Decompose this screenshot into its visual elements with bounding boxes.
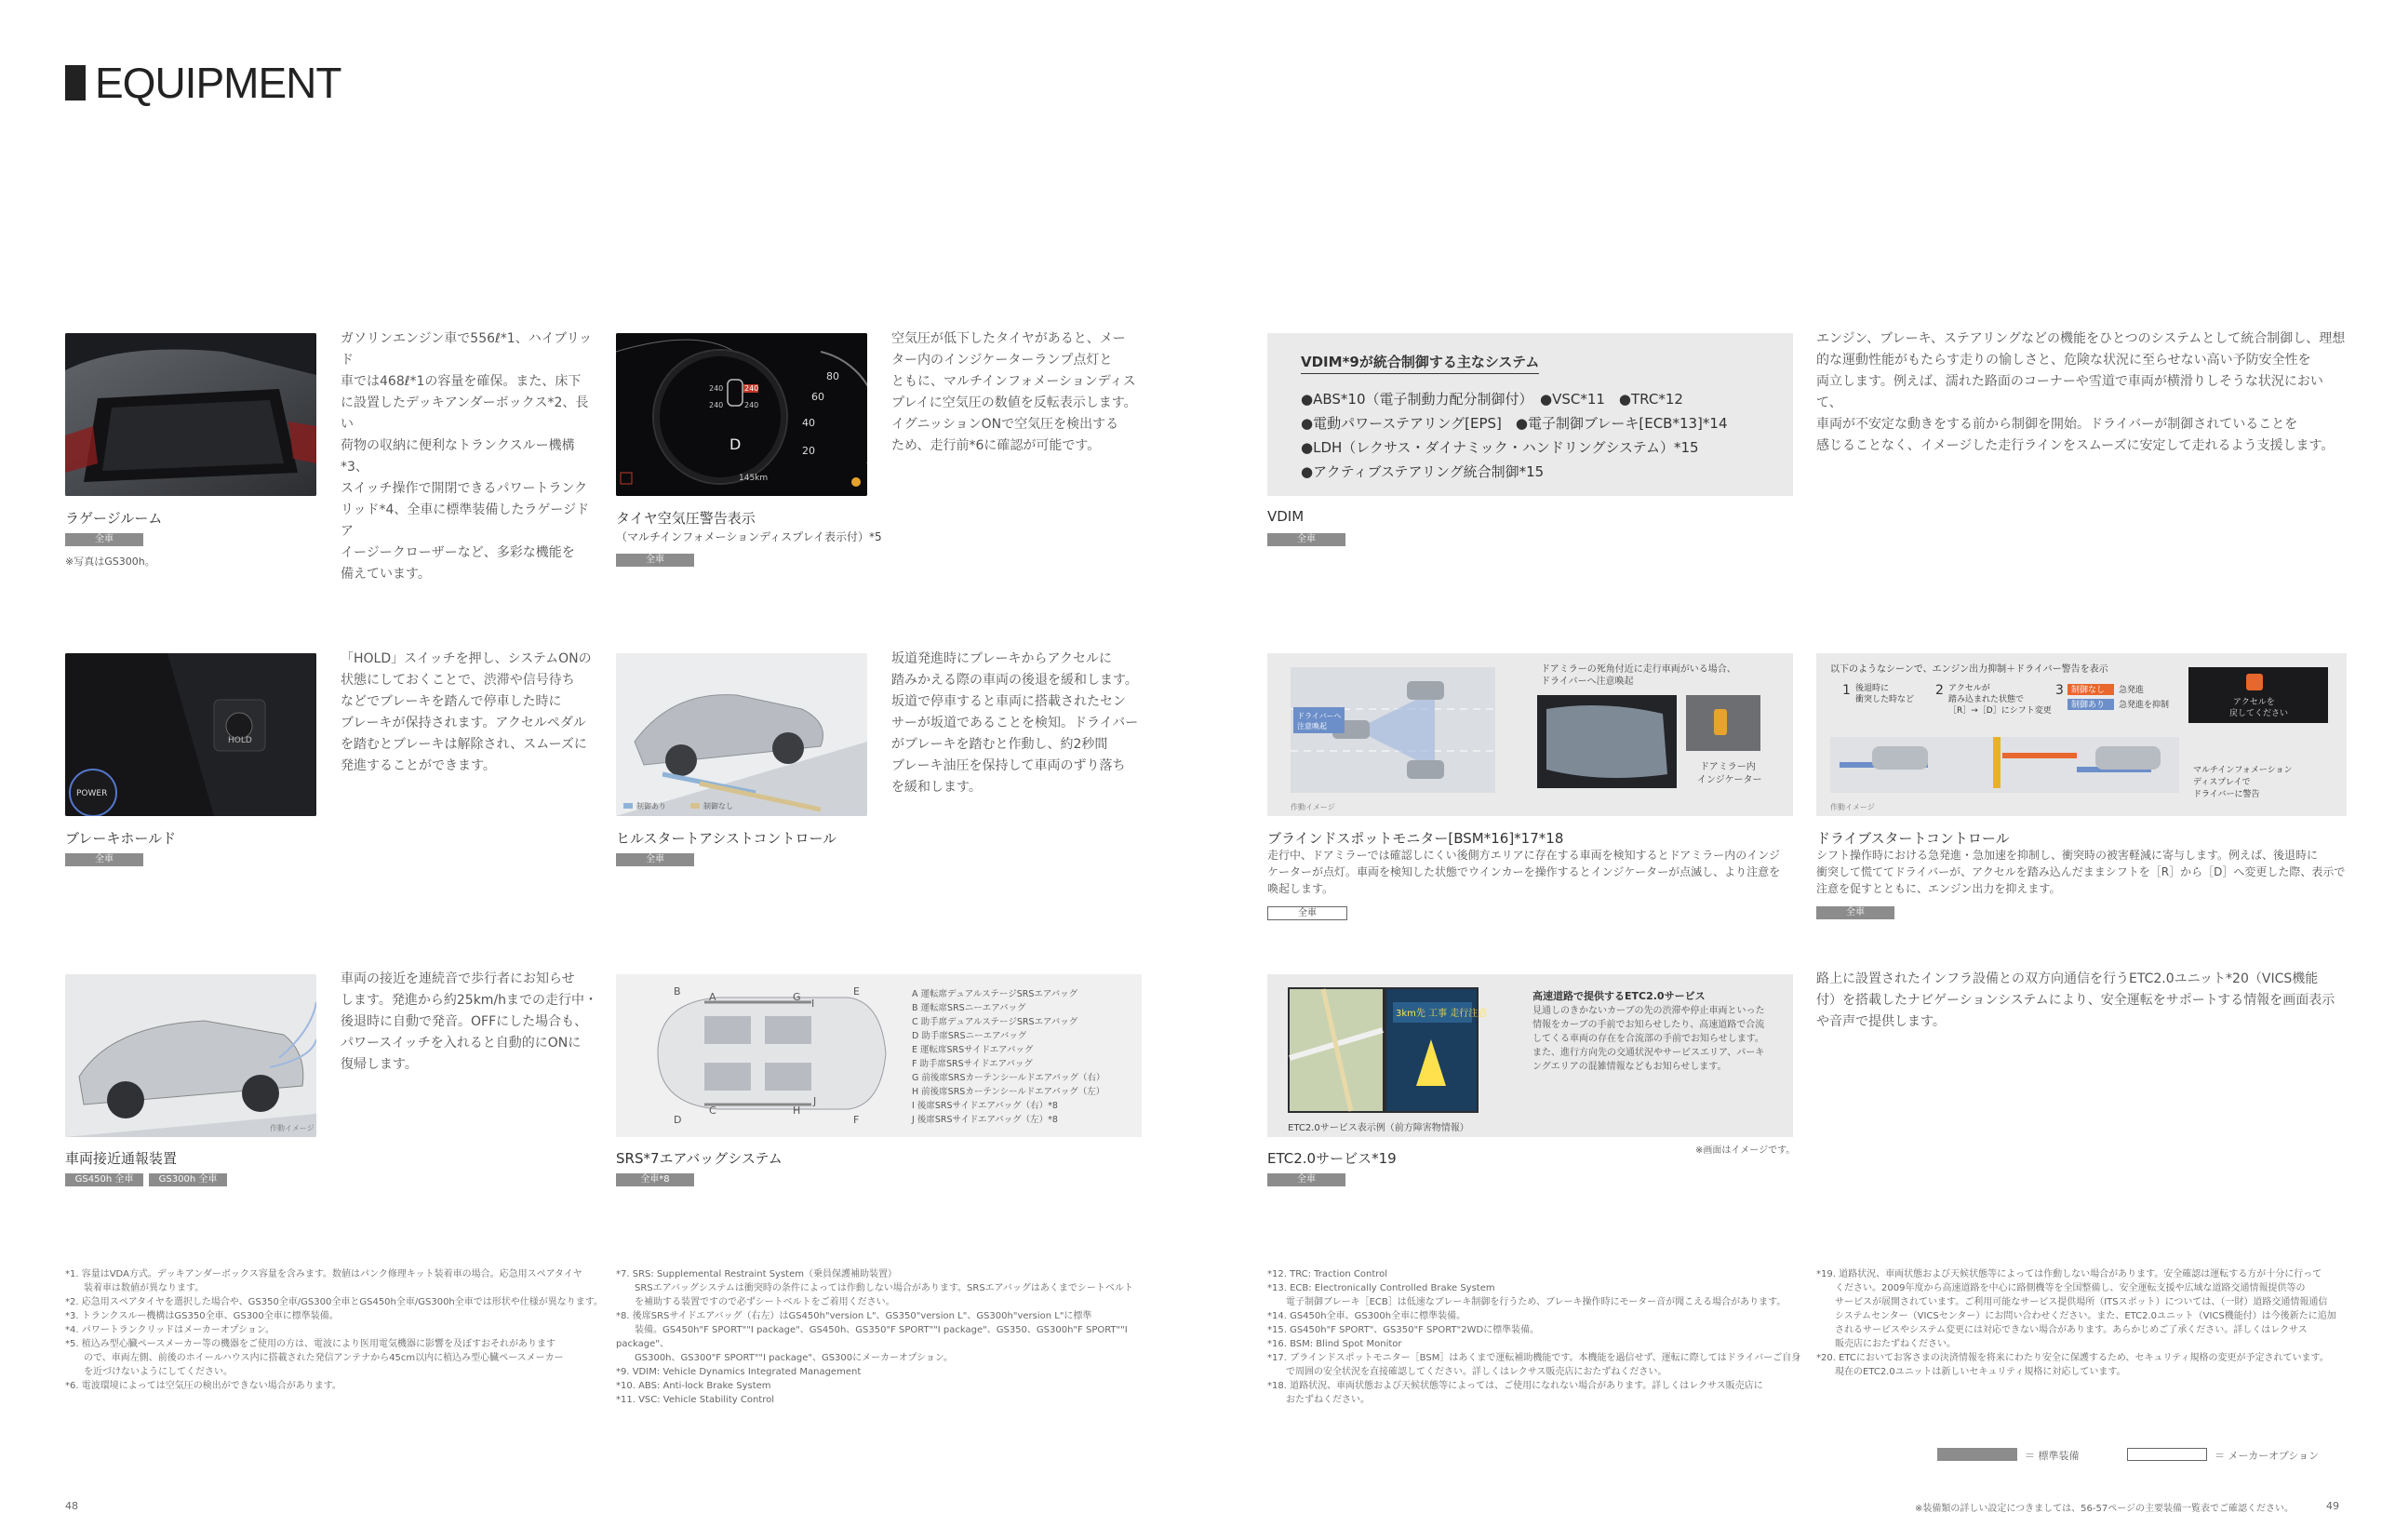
tire-rl: 240 bbox=[709, 401, 724, 409]
approach-photo bbox=[65, 974, 316, 1137]
srs-letter-f: F bbox=[853, 1114, 860, 1126]
srs-tag: 全車*8 bbox=[616, 1173, 694, 1186]
tire-warning-icon bbox=[851, 477, 861, 487]
etc-tag: 全車 bbox=[1267, 1173, 1345, 1186]
page-title: EQUIPMENT bbox=[95, 59, 341, 107]
srs-letter-a: A bbox=[709, 991, 716, 1003]
footnotes-col4: *19. 道路状況、車両状態および天候状態等によっては作動しない場合があります。安全確認は運転する方が十分に行って ください。2009年度から高速道路を中心に路側機等を全国整備し、安全運転支援や広域な道路交通情報提供等の サービスが展開されています。ご利用可能なサービス提供場所（ITSスポット）については、（一財）道路交通情報通信 システムセンター（VICSセンター）にお問い合わせください。また、ETC2.0ユニット（VICS機能付）は今後新たに追加 されるサービスやシステム変更には対応できない場合があります。あらかじめご了承ください。詳しくはレクサス 販売店におたずねください。 *20. ETCにおいてお客さまの決済情報を将来にわたり安全に保護するため、セキュリティ規格の変更が予定されています。 現在のETC2.0ユニットは新しいセキュリティ規格に対応しています。 bbox=[1816, 1269, 2336, 1377]
tire-subcaption: （マルチインフォメーションディスプレイ表示付）*5 bbox=[616, 530, 882, 543]
luggage-illustration bbox=[65, 333, 316, 496]
drive-start-diagram bbox=[1816, 653, 2347, 816]
ds-step1-b: 衝突した時など bbox=[1855, 695, 1915, 704]
bsm-label-mirror-1: ドアミラー内 bbox=[1700, 762, 1756, 772]
bsm-caption: ブラインドスポットモニター[BSM*16]*17*18 bbox=[1267, 830, 1564, 847]
ds-with-control: 制御あり bbox=[2071, 701, 2106, 710]
power-label: POWER bbox=[76, 789, 108, 798]
brake-hold-photo bbox=[65, 653, 316, 816]
approach-op-image-note: 作動イメージ bbox=[270, 1124, 314, 1132]
bsm-body: 走行中、ドアミラーでは確認しにくい後側方エリアに存在する車両を検知するとドアミラー内のインジ ケーターが点灯。車両を検知した状態でウインカーを操作するとインジケーターが点滅し、より注意を 喚起します。 bbox=[1267, 849, 1781, 895]
vdim-system-list: ●ABS*10（電子制動力配分制御付） ●VSC*11 ●TRC*12 ●電動パワーステアリング[EPS] ●電子制御ブレーキ[ECB*13]*14 ●LDH（レクサス・ダイナミック・ハンドリングシステム）*15 ●アクティブステアリング統合制御*15 bbox=[1301, 391, 1728, 480]
page-number-left: 48 bbox=[65, 1500, 78, 1512]
hill-start-body: 坂道発進時にブレーキからアクセルに 踏みかえる際の車両の後退を緩和します。 坂道で停車すると車両に搭載されたセン サーが坂道であることを検知。ドライバー がブレーキを踏むと作動し、約2秒間 ブレーキ油圧を保持して車両のずり落ち を緩和します。 bbox=[891, 651, 1139, 795]
tire-fl: 240 bbox=[709, 384, 724, 393]
ds-no-control: 制御なし bbox=[2071, 686, 2106, 695]
luggage-caption: ラゲージルーム bbox=[65, 510, 163, 527]
brake-hold-tag: 全車 bbox=[65, 853, 143, 866]
gear-indicator: D bbox=[729, 435, 742, 453]
ds-step2: 2 bbox=[1935, 683, 1944, 698]
ds-mid-3: ドライバーに警告 bbox=[2193, 790, 2260, 799]
luggage-body: ガソリンエンジン車で556ℓ*1、ハイブリッド 車では468ℓ*1の容量を確保。また、床下 に設置したデッキアンダーボックス*2、長い 荷物の収納に便利なトランクスルー機構*3、 スイッチ操作で開閉できるパワートランク リッド*4、全車に標準装備したラゲージドア イージークローザーなど、多彩な機能を 備えています。 bbox=[341, 331, 593, 582]
gauge-40: 40 bbox=[802, 417, 815, 429]
vdim-tag: 全車 bbox=[1267, 533, 1345, 546]
bsm-label-top-2: ドライバーへ注意喚起 bbox=[1541, 676, 1634, 687]
vdim-panel bbox=[1267, 333, 1793, 496]
brake-hold-body: 「HOLD」スイッチを押し、システムONの 状態にしておくことで、渋滞や信号待ち などでブレーキを踏んで停車した時に ブレーキが保持されます。アクセルペダル を踏むとブレーキは解除され、スムーズに 発進することができます。 bbox=[341, 651, 592, 773]
ds-heading: 以下のようなシーンで、エンジン出力抑制＋ドライバー警告を表示 bbox=[1830, 664, 2108, 675]
drive-start-tag: 全車 bbox=[1816, 906, 1894, 919]
srs-letter-g: G bbox=[793, 991, 801, 1003]
srs-airbag-list: A 運転席デュアルステージSRSエアバッグ B 運転席SRSニーエアバッグ C 助手席デュアルステージSRSエアバッグ D 助手席SRSニーエアバッグ E 運転席SRSサイドエアバッグ F 助手席SRSサイドエアバッグ G 前後席SRSカーテンシールドエアバッグ（右） H 前後席SRSカーテンシールドエアバッグ（左） I 後席SRSサイドエアバッグ（右）*8 J 後席SRSサイドエアバッグ（左）*8 bbox=[912, 989, 1105, 1125]
legend-option-swatch bbox=[2127, 1448, 2207, 1461]
srs-letter-b: B bbox=[674, 985, 681, 998]
ds-sudden: 急発進 bbox=[2119, 686, 2145, 695]
srs-letter-j: J bbox=[813, 1095, 817, 1107]
tire-gauge-photo bbox=[616, 333, 867, 496]
srs-letter-i: I bbox=[811, 998, 815, 1010]
etc-screen-text: 3km先 工事 走行注意 bbox=[1396, 1009, 1488, 1019]
etc-screen-label: ETC2.0サービス表示例（前方障害物情報） bbox=[1288, 1123, 1469, 1133]
footer-note: ※装備類の詳しい設定につきましては、56-57ページの主要装備一覧表でご確認ください。 bbox=[1915, 1504, 2295, 1514]
drive-start-illustration bbox=[1816, 653, 2347, 816]
etc-note: ※画面はイメージです。 bbox=[1695, 1145, 1796, 1156]
drive-start-body: シフト操作時における急発進・急加速を抑制し、衝突時の被害軽減に寄与します。例えば、後退時に 衝突して慌ててドライバーが、アクセルを踏み込んだままシフトを［R］から［D］へ変更した際、表示で 注意を促すとともに、エンジン出力を抑えます。 bbox=[1816, 849, 2346, 895]
srs-letter-d: D bbox=[674, 1114, 682, 1126]
tire-tag: 全車 bbox=[616, 554, 694, 567]
bsm-label-alert-2: 注意喚起 bbox=[1297, 722, 1327, 730]
header-bar bbox=[65, 65, 86, 100]
vdim-body: エンジン、ブレーキ、ステアリングなどの機能をひとつのシステムとして統合制御し、理想 的な運動性能がもたらす走りの愉しさと、危険な状況に至らせない高い予防安全性を 両立します。例えば、濡れた路面のコーナーや雪道で車両が横滑りしそうな状況において、 車両が不安定な動きをする前から制御を開始。ドライバーが制御されていることを 感じることなく、イメージした走行ラインをスムーズに安定して走れるよう支援します。 bbox=[1816, 331, 2346, 453]
legend-option-label: ＝ メーカーオプション bbox=[2215, 1450, 2320, 1462]
legend-standard-label: ＝ 標準装備 bbox=[2025, 1450, 2080, 1462]
mirror-indicator-icon bbox=[1714, 709, 1727, 735]
bsm-label-alert-1: ドライバーへ bbox=[1297, 712, 1342, 720]
footnotes-col3: *12. TRC: Traction Control *13. ECB: Electronically Controlled Brake System 電子制御ブレーキ［ECB］は低速なブレーキ制御を行うため、ブレーキ操作時にモーター音が聞こえる場合があります。 *14. GS450h全車、GS300h全車に標準装備。 *15. GS450h"F SPORT"、GS350"F SPORT"2WDに標準装備。 *16. BSM: Blind Spot Monitor *17. ブラインドスポットモニター［BSM］はあくまで運転補助機能です。本機能を過信せず、運転に際してはドライバーご自身 で周囲の安全状況を直接確認してください。詳しくはレクサス販売店におたずねください。 *18. 道路状況、車両状態および天候状態等によっては、ご使用になれない場合があります。詳しくはレクサス販売店に おたずねください。 bbox=[1267, 1269, 1801, 1405]
hill-start-photo bbox=[616, 653, 867, 816]
legend-swatch-without bbox=[690, 803, 700, 809]
tire-rr: 240 bbox=[744, 401, 759, 409]
ds-op-image-note: 作動イメージ bbox=[1830, 803, 1875, 811]
srs-letter-c: C bbox=[709, 1105, 716, 1117]
page-number-right: 49 bbox=[2326, 1500, 2339, 1512]
hill-start-caption: ヒルスタートアシストコントロール bbox=[616, 830, 837, 847]
ds-mid-1: マルチインフォメーション bbox=[2193, 766, 2293, 775]
footnotes-col1: *1. 容量はVDA方式。デッキアンダーボックス容量を含みます。数値はパンク修理キット装着車の場合。応急用スペアタイヤ 装着車は数値が異なります。 *2. 応急用スペアタイヤを選択した場合や、GS350全車/GS300全車とGS450h全車/GS300h全車では形状や仕様が異なります。 *3. トランクスルー機構はGS350全車、GS300全車に標準装備。 *4. パワートランクリッドはメーカーオプション。 *5. 植込み型心臓ペースメーカー等の機器をご使用の方は、電波により医用電気機器に影響を及ぼすおそれがあります ので、車両左側、前後のホイールハウス内に搭載された発信アンテナから45cm以内に植込み型心臓ペースメーカー を近づけないようにしてください。 *6. 電波環境によっては空気圧の検出ができない場合があります。 bbox=[65, 1269, 603, 1391]
vdim-caption: VDIM bbox=[1267, 508, 1305, 525]
srs-letter-h: H bbox=[793, 1105, 801, 1117]
tire-fr: 240 bbox=[744, 384, 759, 393]
approach-tag-gs450h: GS450h 全車 bbox=[65, 1173, 143, 1186]
footnotes-col2: *7. SRS: Supplemental Restraint System（乗員保護補助装置） SRSエアバッグシステムは衝突時の条件によっては作動しない場合があります。SRSエアバッグはあくまでシートベルト を補助する装置ですので必ずシートベルトをご着用ください。 *8. 後席SRSサイドエアバッグ（右左）はGS450h"version L"、GS350"version L"、GS300h"version L"に標準 装備。GS450h"F SPORT""I package"、GS450h、GS350"F SPORT""I package"、GS350、GS300h"F SPORT""I package"、 GS300h、GS300"F SPORT""I package"、GS300にメーカーオプション。 *9. VDIM: Vehicle Dynamics Integrated Management *10. ABS: Anti-lock Brake System *11. VSC: Vehicle Stability Control bbox=[616, 1269, 1133, 1405]
luggage-note: ※写真はGS300h。 bbox=[65, 556, 155, 568]
brake-hold-caption: ブレーキホールド bbox=[65, 830, 177, 847]
gauge-20: 20 bbox=[802, 445, 815, 457]
ds-step1: 1 bbox=[1842, 683, 1851, 698]
tire-body: 空気圧が低下したタイヤがあると、メー ター内のインジケーターランプ点灯と ともに、マルチインフォメーションディス プレイに空気圧の数値を反転表示します。 イグニッションONで空気圧を検出する ため、走行前*6に確認が可能です。 bbox=[891, 331, 1137, 453]
drive-start-caption: ドライブスタートコントロール bbox=[1816, 830, 2010, 847]
hill-start-illustration bbox=[616, 653, 867, 816]
gauge-80: 80 bbox=[826, 370, 839, 382]
srs-letter-e: E bbox=[853, 985, 860, 998]
bsm-diagram bbox=[1267, 653, 1793, 816]
srs-diagram bbox=[616, 974, 1142, 1137]
etc-nav-illustration bbox=[1267, 974, 1509, 1137]
ds-step2-c: ［R］→［D］にシフト変更 bbox=[1948, 706, 2052, 716]
bsm-tag: 全車 bbox=[1267, 906, 1347, 920]
legend-without: 制御なし bbox=[703, 802, 733, 810]
etc-panel-body: 見通しのきかないカーブの先の渋滞や停止車両といった 情報をカーブの手前でお知らせしたり、高速道路で合流 してくる車両の存在を合流部の手前でお知らせします。 また、進行方向先の交通状況やサービスエリア、パーキ ングエリアの混雑情報などもお知らせします。 bbox=[1532, 1006, 1765, 1072]
ds-suppressed: 急発進を抑制 bbox=[2119, 701, 2170, 710]
luggage-tag: 全車 bbox=[65, 533, 143, 546]
ds-step2-b: 踏み込まれた状態で bbox=[1948, 695, 2025, 704]
vdim-panel-title: VDIM*9が統合制御する主なシステム bbox=[1301, 352, 1539, 374]
gauge-cluster-illustration bbox=[616, 333, 867, 496]
gauge-60: 60 bbox=[811, 391, 824, 403]
tire-caption: タイヤ空気圧警告表示 bbox=[616, 510, 756, 527]
legend-swatch-with bbox=[623, 803, 633, 809]
odo-readout: 145km bbox=[739, 474, 769, 483]
approach-caption: 車両接近通報装置 bbox=[65, 1150, 178, 1167]
luggage-photo bbox=[65, 333, 316, 496]
hold-label: HOLD bbox=[228, 736, 252, 745]
bsm-op-image-note: 作動イメージ bbox=[1291, 803, 1335, 811]
approach-car-illustration bbox=[65, 974, 316, 1137]
ds-warning-icon bbox=[2246, 674, 2263, 690]
bsm-illustration bbox=[1267, 653, 1793, 816]
bsm-label-top-1: ドアミラーの死角付近に走行車両がいる場合、 bbox=[1541, 664, 1736, 675]
ds-mid-2: ディスプレイで bbox=[2193, 778, 2251, 787]
srs-caption: SRS*7エアバッグシステム bbox=[616, 1150, 783, 1167]
ds-step2-a: アクセルが bbox=[1948, 684, 1990, 693]
ds-warn-1: アクセルを bbox=[2233, 698, 2275, 707]
etc-panel bbox=[1267, 974, 1793, 1137]
etc-body: 路上に設置されたインフラ設備との双方向通信を行うETC2.0ユニット*20（VICS機能 付）を搭載したナビゲーションシステムにより、安全運転をサポートする情報を画面表示 や音声で提供します。 bbox=[1816, 971, 2335, 1029]
legend-with: 制御あり bbox=[636, 802, 666, 810]
ds-step1-a: 後退時に bbox=[1855, 684, 1890, 693]
hill-start-tag: 全車 bbox=[616, 853, 694, 866]
console-illustration bbox=[65, 653, 316, 816]
etc-panel-title: 高速道路で提供するETC2.0サービス bbox=[1532, 990, 1706, 1002]
ds-warn-2: 戻してください bbox=[2229, 709, 2289, 718]
approach-tag-gs300h: GS300h 全車 bbox=[149, 1173, 227, 1186]
ds-step3: 3 bbox=[2055, 683, 2064, 698]
etc-caption: ETC2.0サービス*19 bbox=[1267, 1150, 1397, 1167]
approach-body: 車両の接近を連続音で歩行者にお知らせ します。発進から約25km/hまでの走行中・ 後退時に自動で発音。OFFにした場合も、 パワースイッチを入れると自動的にONに 復帰します。 bbox=[341, 971, 598, 1072]
bsm-label-mirror-2: インジケーター bbox=[1697, 775, 1762, 785]
legend-standard-swatch bbox=[1937, 1448, 2017, 1461]
